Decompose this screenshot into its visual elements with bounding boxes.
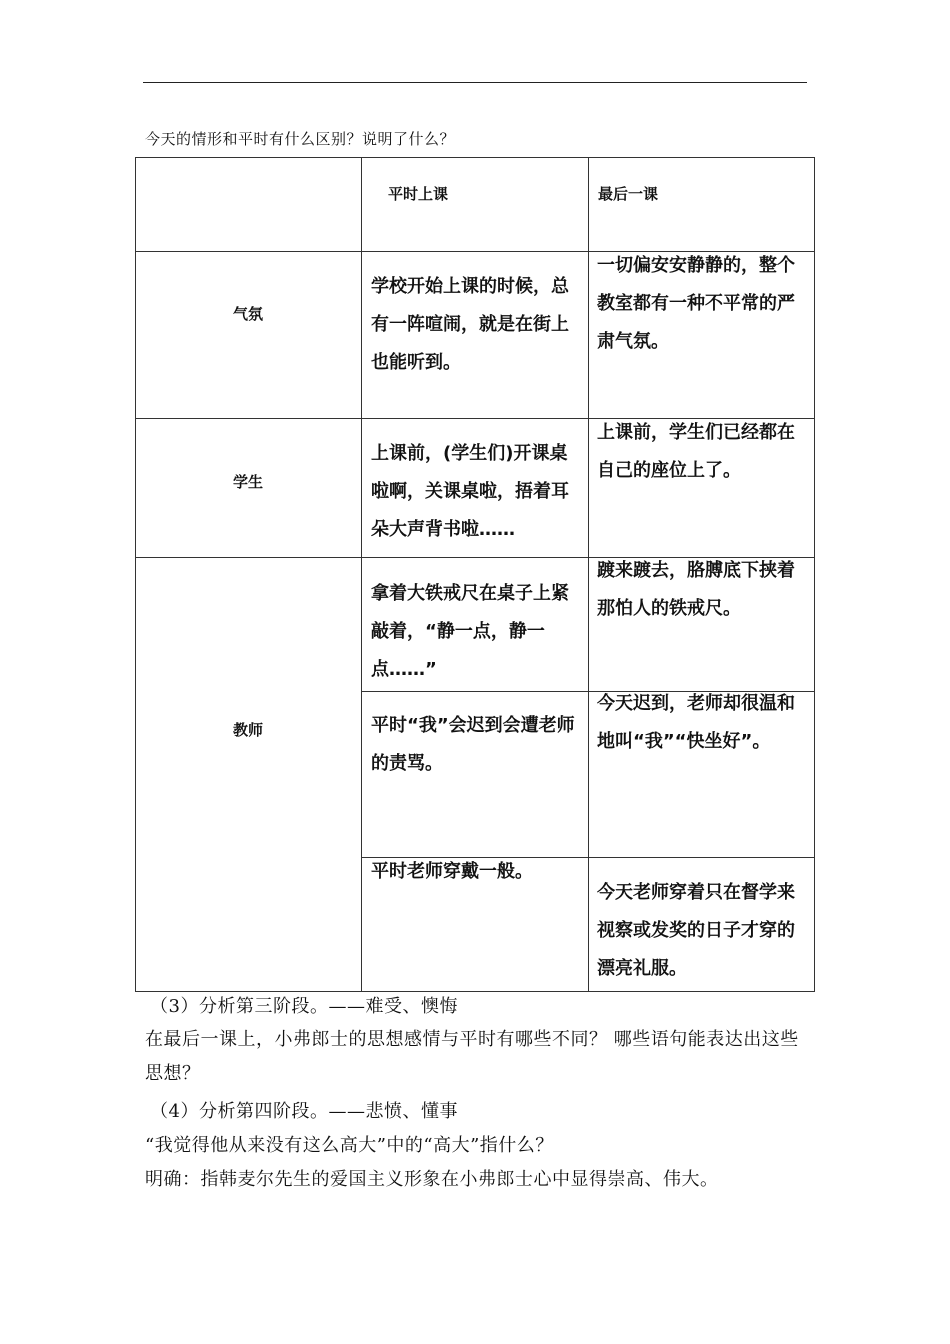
- table-border-top: [135, 157, 815, 158]
- cell-teacher-1-usual: 拿着大铁戒尺在桌子上紧敲着，“静一点，静一点……”: [371, 583, 569, 680]
- row-label-teacher: 教师: [232, 721, 263, 739]
- section-4-heading: （4）分析第四阶段。——悲愤、懂事: [150, 1101, 458, 1122]
- header-rule: [143, 82, 807, 83]
- intro-question: 今天的情形和平时有什么区别？说明了什么？: [145, 130, 456, 148]
- col-header-usual: 平时上课: [388, 185, 449, 203]
- column-divider: [361, 157, 362, 992]
- section-3-question: 在最后一课上，小弗郎士的思想感情与平时有哪些不同？ 哪些语句能表达出这些思想？: [145, 1029, 799, 1084]
- table-border-right: [814, 157, 815, 992]
- section-4-question: “我觉得他从来没有这么高大”中的“高大”指什么？: [145, 1135, 554, 1156]
- cell-atmosphere-last: 一切偏安安静静的，整个教室都有一种不平常的严肃气氛。: [597, 255, 795, 352]
- cell-atmosphere-usual: 学校开始上课的时候，总有一阵喧闹，就是在街上也能听到。: [371, 276, 569, 373]
- row-label-students: 学生: [232, 473, 263, 491]
- column-divider: [588, 157, 589, 992]
- cell-teacher-2-last: 今天迟到，老师却很温和地叫“我”“快坐好”。: [597, 693, 795, 752]
- section-4-answer: 明确：指韩麦尔先生的爱国主义形象在小弗郎士心中显得崇高、伟大。: [145, 1169, 719, 1190]
- cell-students-last: 上课前，学生们已经都在自己的座位上了。: [597, 422, 795, 481]
- comparison-table: [135, 157, 815, 992]
- col-header-last: 最后一课: [598, 185, 659, 203]
- cell-teacher-2-usual: 平时“我”会迟到会遭老师的责骂。: [371, 715, 575, 774]
- cell-students-usual: 上课前，(学生们)开课桌啦啊，关课桌啦，捂着耳朵大声背书啦……: [371, 443, 569, 540]
- cell-teacher-3-last: 今天老师穿着只在督学来视察或发奖的日子才穿的漂亮礼服。: [597, 882, 795, 979]
- table-border-left: [135, 157, 136, 992]
- cell-teacher-3-usual: 平时老师穿戴一般。: [371, 861, 533, 882]
- row-label-atmosphere: 气氛: [232, 305, 263, 323]
- section-3-heading: （3）分析第三阶段。——难受、懊悔: [150, 996, 458, 1017]
- cell-teacher-1-last: 踱来踱去，胳膊底下挟着那怕人的铁戒尺。: [597, 560, 795, 619]
